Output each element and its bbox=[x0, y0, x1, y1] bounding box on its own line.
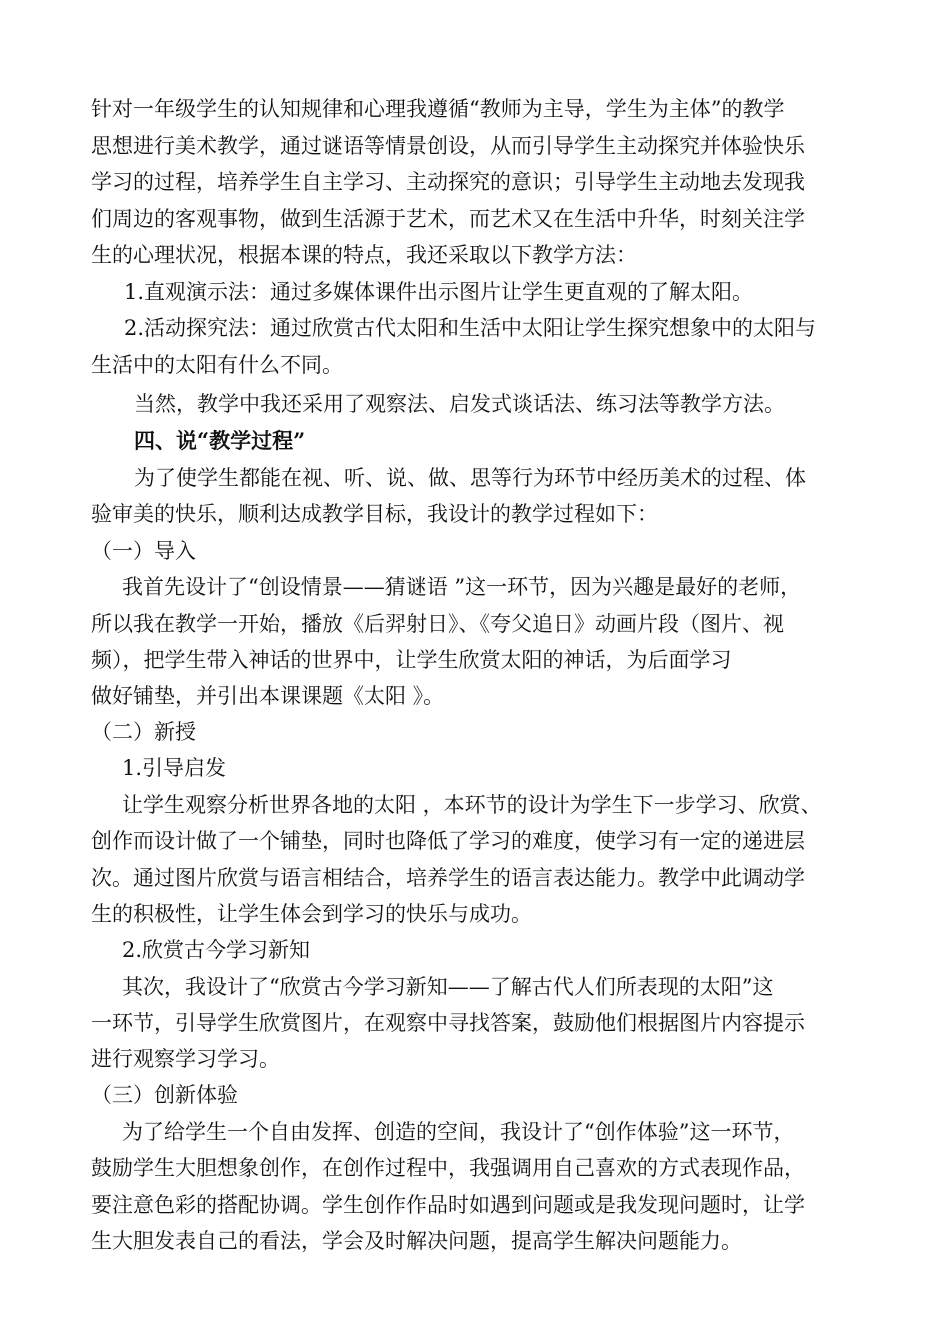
part-3-line-2: 鼓励学生大胆想象创作，在创作过程中，我强调用自己喜欢的方式表现作品， bbox=[91, 1156, 805, 1180]
intro-line-4: 们周边的客观事物，做到生活源于艺术，而艺术又在生活中升华，时刻关注学 bbox=[91, 207, 805, 231]
part-3-line-1: 为了给学生一个自由发挥、创造的空间，我设计了“创作体验”这一环节， bbox=[122, 1120, 795, 1144]
section-4-title: 四、说“教学过程” bbox=[134, 428, 306, 453]
part-1-line-3: 频），把学生带入神话的世界中，让学生欣赏太阳的神话，为后面学习 bbox=[91, 648, 732, 672]
part-2-2-line-2: 一环节，引导学生欣赏图片，在观察中寻找答案，鼓励他们根据图片内容提示 bbox=[91, 1011, 805, 1035]
part-2-title: （二）新授 bbox=[91, 720, 196, 744]
process-intro-line-1: 为了使学生都能在视、听、说、做、思等行为环节中经历美术的过程、体 bbox=[134, 466, 806, 490]
part-2-1-line-4: 生的积极性，让学生体会到学习的快乐与成功。 bbox=[91, 902, 532, 926]
part-1-line-1: 我首先设计了“创设情景——猜谜语 ”这一环节，因为兴趣是最好的老师， bbox=[122, 575, 802, 599]
part-2-1-line-3: 次。通过图片欣赏与语言相结合，培养学生的语言表达能力。教学中此调动学 bbox=[91, 866, 805, 890]
method-1: 1.直观演示法：通过多媒体课件出示图片让学生更直观的了解太阳。 bbox=[124, 280, 754, 304]
intro-line-3: 学习的过程，培养学生自主学习、主动探究的意识；引导学生主动地去发现我 bbox=[91, 170, 805, 194]
intro-line-1: 针对一年级学生的认知规律和心理我遵循“教师为主导，学生为主体”的教学 bbox=[91, 97, 785, 121]
part-1-title: （一）导入 bbox=[91, 539, 196, 563]
part-2-1-title: 1.引导启发 bbox=[122, 756, 227, 780]
part-3-line-3: 要注意色彩的搭配协调。学生创作作品时如遇到问题或是我发现问题时，让学 bbox=[91, 1193, 805, 1217]
method-2-line-1: 2.活动探究法：通过欣赏古代太阳和生活中太阳让学生探究想象中的太阳与 bbox=[124, 316, 817, 340]
part-3-title: （三）创新体验 bbox=[91, 1083, 238, 1107]
intro-line-2: 思想进行美术教学，通过谜语等情景创设，从而引导学生主动探究并体验快乐 bbox=[91, 134, 805, 158]
part-3-line-4: 生大胆发表自己的看法，学会及时解决问题，提高学生解决问题能力。 bbox=[91, 1229, 742, 1253]
part-2-2-line-3: 进行观察学习学习。 bbox=[91, 1047, 280, 1071]
method-2-line-2: 生活中的太阳有什么不同。 bbox=[91, 353, 343, 377]
part-2-2-title: 2.欣赏古今学习新知 bbox=[122, 938, 311, 962]
part-1-line-4: 做好铺垫，并引出本课课题《太阳 》。 bbox=[91, 684, 445, 708]
part-2-1-line-1: 让学生观察分析世界各地的太阳 ，本环节的设计为学生下一步学习、欣赏、 bbox=[122, 793, 822, 817]
methods-other: 当然，教学中我还采用了观察法、启发式谈话法、练习法等教学方法。 bbox=[134, 392, 785, 416]
intro-line-5: 生的心理状况，根据本课的特点，我还采取以下教学方法： bbox=[91, 243, 637, 267]
process-intro-line-2: 验审美的快乐，顺利达成教学目标，我设计的教学过程如下： bbox=[91, 502, 658, 526]
part-2-2-line-1: 其次，我设计了“欣赏古今学习新知——了解古代人们所表现的太阳”这 bbox=[122, 975, 774, 999]
part-1-line-2: 所以我在教学一开始，播放《后羿射日》、《夸父追日》动画片段（图片、视 bbox=[91, 612, 784, 636]
part-2-1-line-2: 创作而设计做了一个铺垫，同时也降低了学习的难度，使学习有一定的递进层 bbox=[91, 829, 805, 853]
